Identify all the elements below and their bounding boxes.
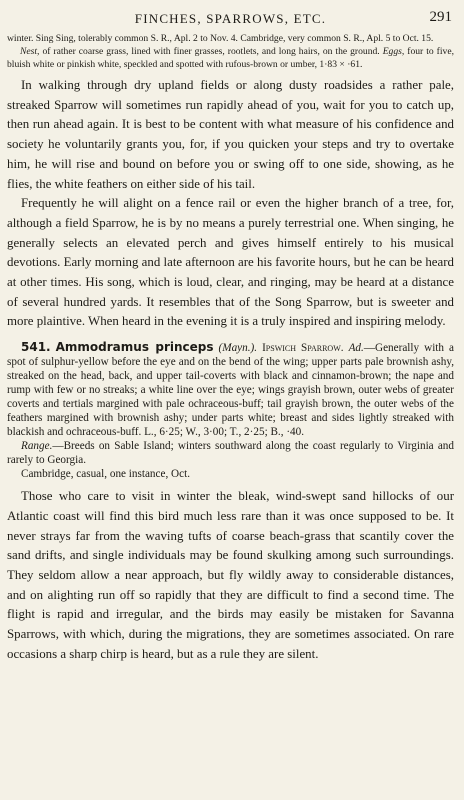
species-account [7,340,454,439]
body-paragraph-1: In walking through dry upland fields or along dusty roadsides a rather pale, streaked Sparrow will sometimes run rapidly ahead of you, wait for you to catch up, then run ahead again. It is best to be content with what measure of his confidence and society he voluntarily grants you, for, if you quicken your steps and try to overtake him, he will rise and bound on before you or swing off to one side, showing, as he flies, the white feathers on either side of his tail. [7,78,454,191]
nest-eggs-paragraph [7,45,454,71]
species-description: —Generally with a spot of sulphur-yellow before the eye and on the bend of the wing; upper parts pale brownish ashy, streaked on the head, back, and upper tail-coverts with black and cinnamon-brown; the nape and rump with few or no streaks; a white line over the eye; wings grayish brown, outer webs of greater coverts and tertials margined with pale ochraceous-buff; tail grayish brown, the outer webs of the feathers margined with brownish ashy; under parts white; breast and sides lightly streaked with blackish and ochraceous-buff. L., 6·25; W., 3·00; T., 2·25; B., ·40. [7,342,454,439]
cambridge-note: Cambridge, casual, one instance, Oct. [21,468,190,481]
species-authority: (Mayn.). [218,342,258,355]
eggs-text: four to five, bluish white or pinkish white, speckled and spotted with rufous-brown or umber, 1·83 × ·61. [7,46,454,70]
running-title: FINCHES, SPARROWS, ETC. [134,11,327,26]
species-common-name: Ipswich Sparrow. [262,342,344,355]
eggs-label: Eggs, [382,46,405,57]
nest-label: Nest, [20,46,40,57]
range-text: —Breeds on Sable Island; winters southward along the coast regularly to Virginia and rarely to Georgia. [7,440,454,467]
page-number: 291 [429,9,452,25]
range-paragraph [7,439,454,467]
species-name: Ammodramus princeps [55,340,214,355]
body-paragraph-3: Those who care to visit in winter the bleak, wind-swept sand hillocks of our Atlantic coast will find this bird much less rare than it was once supposed to be. It never strays far from the waving tufts of coarse beach-grass that scantily cover the sand drifts, and single individuals may be found skulking among such surroundings. They seldom allow a near approach, but fly wildly away to considerable distances, and on alighting run off so rapidly that they are difficult to find a second time. The flight is rapid and irregular, and the birds may easily be mistaken for Savanna Sparrows, with which, during the migrations, they are sometimes associated. On rare occasions a sharp chirp is heard, but as a rule they are silent. [7,489,454,661]
page-header [7,6,454,32]
status-paragraph: winter. Sing Sing, tolerably common S. R., Apl. 2 to Nov. 4. Cambridge, very common S. R., Apl. 5 to Oct. 15. [7,33,434,44]
nest-text: of rather coarse grass, lined with finer grasses, rootlets, and long hairs, on the ground. [39,46,383,57]
adult-label: Ad. [348,342,364,355]
range-label: Range. [21,440,53,453]
species-number: 541. [21,340,51,355]
body-paragraph-2: Frequently he will alight on a fence rail or even the higher branch of a tree, for, although a field Sparrow, he is by no means a purely terrestrial one. When singing, he generally selects an elevated perch and gives himself entirely to his musical devotions. Early morning and late afternoon are his favorite hours, but he can be heard at other times. His song, which is loud, clear, and ringing, may be heard at a distance of several hundred yards. It resembles that of the Song Sparrow, but is sweeter and more plaintive. When heard in the evening it is a truly inspired and inspiring melody. [7,196,454,329]
